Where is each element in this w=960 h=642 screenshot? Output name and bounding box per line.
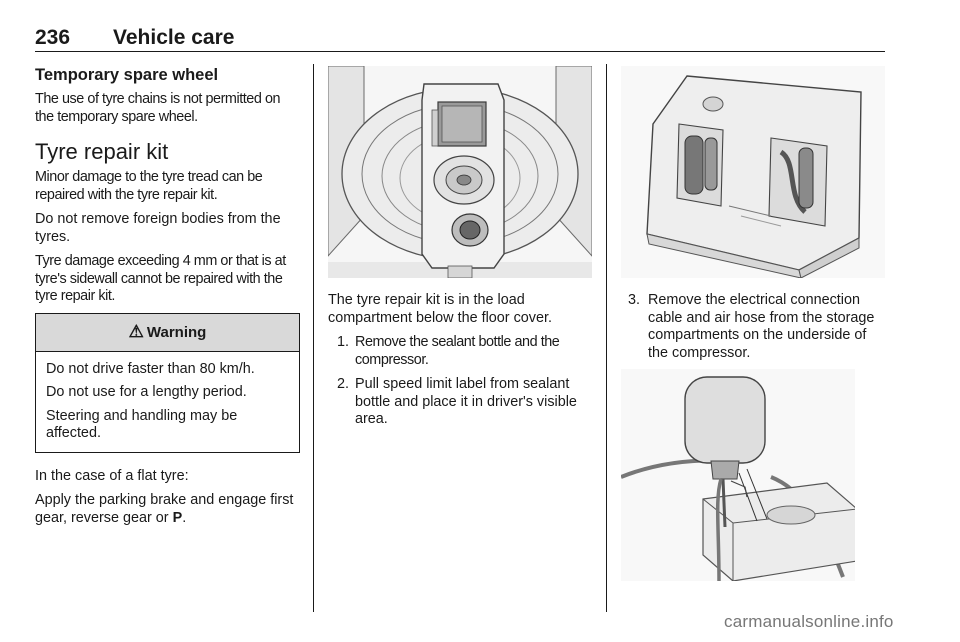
repair-kit-p2: Do not remove foreign bodies from the tyres. <box>35 211 281 245</box>
column-divider-right <box>606 64 607 612</box>
step-2 <box>328 376 592 429</box>
step-1 <box>328 334 592 369</box>
repair-kit-heading: Tyre repair kit <box>35 139 169 164</box>
spare-wheel-heading: Temporary spare wheel <box>35 66 219 84</box>
watermark: carmanualsonline.info <box>724 612 894 631</box>
repair-kit-p3: Tyre damage exceeding 4 mm or that is at tyre's sidewall cannot be repaired with the tyre repair kit. <box>35 253 286 304</box>
flat-tyre-intro: In the case of a flat tyre: <box>35 467 189 484</box>
left-column <box>35 65 300 534</box>
repair-kit-p1: Minor damage to the tyre tread can be repaired with the tyre repair kit. <box>35 169 263 203</box>
step-3-text: Remove the electrical connection cable and air hose from the storage compartments on the underside of the compressor. <box>648 292 875 361</box>
spare-wheel-text: The use of tyre chains is not permitted on the temporary spare wheel. <box>35 91 281 125</box>
right-column <box>621 66 885 581</box>
spare-wheel-well-illustration <box>328 66 592 278</box>
flat-tyre-text-main: Apply the parking brake and engage first gear, reverse gear or <box>35 492 294 526</box>
warning-body <box>36 352 299 452</box>
chapter-title: Vehicle care <box>113 26 235 49</box>
step-2-text: Pull speed limit label from sealant bottle and place it in driver's visible area. <box>355 376 577 427</box>
warning-line-3: Steering and handling may be affected. <box>46 407 238 441</box>
step-3 <box>621 292 885 362</box>
warning-triangle-icon: ⚠ <box>128 322 144 341</box>
middle-column <box>328 66 592 436</box>
warning-title: Warning <box>146 323 207 341</box>
step-1-number: 1. <box>337 334 350 350</box>
sealant-bottle-compressor-illustration <box>621 369 855 581</box>
warning-header <box>36 314 299 352</box>
flat-tyre-text <box>35 492 300 527</box>
column-divider-left <box>313 64 314 612</box>
flat-tyre-text-end: . <box>182 509 187 526</box>
park-gear-symbol: P <box>172 509 183 526</box>
steps-list-1 <box>328 334 592 429</box>
steps-list-2 <box>621 292 885 362</box>
page-header <box>35 26 885 52</box>
warning-line-1: Do not drive faster than 80 km/h. <box>46 360 255 377</box>
step-3-number: 3. <box>628 292 641 308</box>
compressor-underside-illustration <box>621 66 885 278</box>
step-1-text: Remove the sealant bottle and the compressor. <box>355 334 560 368</box>
warning-box <box>35 313 300 453</box>
kit-location-text: The tyre repair kit is in the load compartment below the floor cover. <box>328 292 552 326</box>
page-number: 236 <box>35 26 71 49</box>
step-2-number: 2. <box>337 376 350 392</box>
warning-line-2: Do not use for a lengthy period. <box>46 384 247 400</box>
